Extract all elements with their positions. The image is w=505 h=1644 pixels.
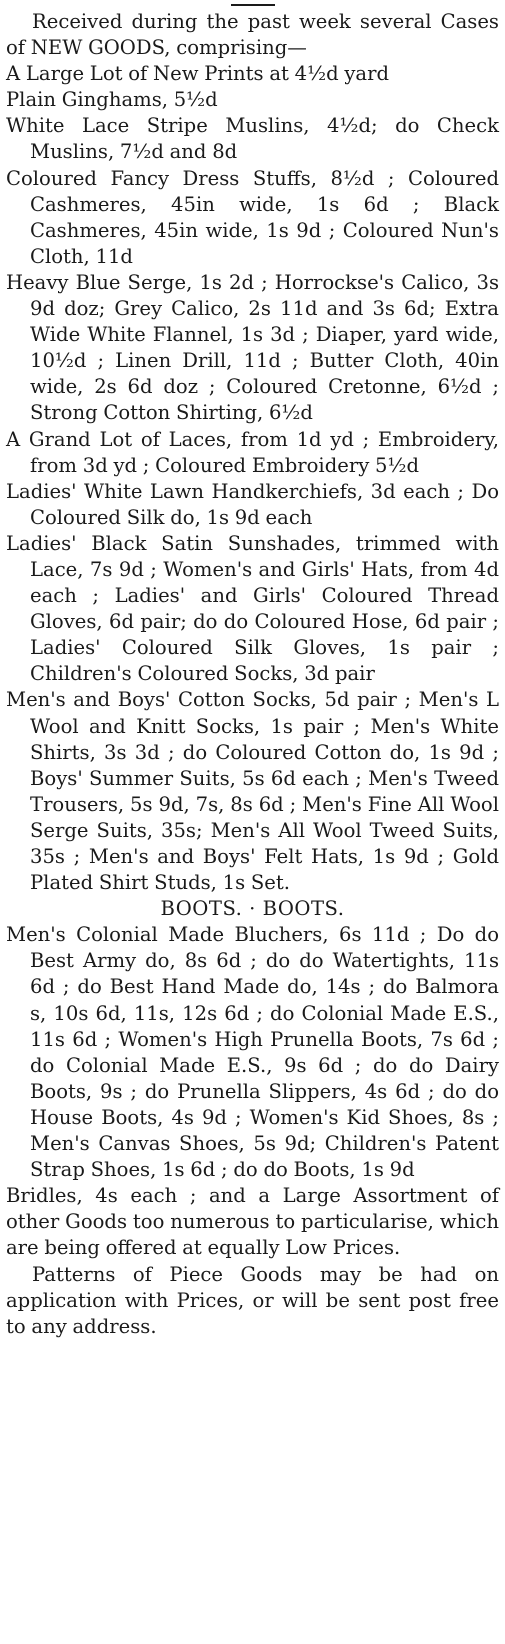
item-serge-calico: Heavy Blue Serge, 1s 2d ; Horrockse's Calico, 3s 9d doz; Grey Calico, 2s 11d and 3s 6d; Extra Wide White Flannel, 1s 3d ; Diaper, yard wide, 10½d ; Linen Drill, 11d ; Butter Cloth, 40in wide, 2s 6d doz ; Coloured Cretonne, 6½d ; Strong Cotton Shirting, 6½d (6, 270, 499, 425)
item-boots: Men's Colonial Made Bluchers, 6s 11d ; Do do Best Army do, 8s 6d ; do do Watertights, 11s 6d ; do Best Hand Made do, 14s ; do Balmora s, 10s 6d, 11s, 12s 6d ; do Colonial Made E.S., 11s 6d ; Women's High Prunella Boots, 7s 6d ; do Colonial Made E.S., 9s 6d ; do do Dairy Boots, 9s ; do Prunella Slippers, 4s 6d ; do do House Boots, 4s 9d ; Women's Kid Shoes, 8s ; Men's Canvas Shoes, 5s 9d; Children's Patent Strap Shoes, 1s 6d ; do do Boots, 1s 9d (6, 923, 499, 1182)
item-mens-boys: Men's and Boys' Cotton Socks, 5d pair ; Men's L Wool and Knitt Socks, 1s pair ; Men's White Shirts, 3s 3d ; do Coloured Cotton do, 1s 9d ; Boys' Summer Suits, 5s 6d each ; Men's Tweed Trousers, 5s 9d, 7s, 8s 6d ; Men's Fine All Wool Serge Suits, 35s; Men's All Wool Tweed Suits, 35s ; Men's and Boys' Felt Hats, 1s 9d ; Gold Plated Shirt Studs, 1s Set. (6, 688, 499, 895)
item-handkerchiefs: Ladies' White Lawn Handkerchiefs, 3d each ; Do Coloured Silk do, 1s 9d each (6, 479, 499, 529)
item-ginghams: Plain Ginghams, 5½d (6, 88, 218, 112)
top-rule (231, 4, 275, 6)
intro-paragraph: Received during the past week several Cases of NEW GOODS, comprising— (6, 10, 499, 60)
item-muslins: White Lace Stripe Muslins, 4½d; do Check Muslins, 7½d and 8d (6, 114, 499, 164)
item-dress-stuffs: Coloured Fancy Dress Stuffs, 8½d ; Coloured Cashmeres, 45in wide, 1s 6d ; Black Cashmeres, 45in wide, 1s 9d ; Coloured Nun's Cloth, 11d (6, 166, 499, 268)
footer-paragraph: Patterns of Piece Goods may be had on application with Prices, or will be sent post free to any address. (6, 1262, 499, 1338)
item-sunshades-hats: Ladies' Black Satin Sunshades, trimmed with Lace, 7s 9d ; Women's and Girls' Hats, from 4d each ; Ladies' and Girls' Coloured Thread Gloves, 6d pair; do do Coloured Hose, 6d pair ; Ladies' Coloured Silk Gloves, 1s pair ; Children's Coloured Socks, 3d pair (6, 531, 499, 686)
item-laces: A Grand Lot of Laces, from 1d yd ; Embroidery, from 3d yd ; Coloured Embroidery 5½d (6, 427, 499, 477)
boots-heading: BOOTS. · BOOTS. (160, 897, 345, 921)
item-prints: A Large Lot of New Prints at 4½d yard (6, 62, 389, 86)
closing-paragraph: Bridles, 4s each ; and a Large Assortment of other Goods too numerous to particularise, which are being offered at equally Low Prices. (6, 1184, 499, 1260)
